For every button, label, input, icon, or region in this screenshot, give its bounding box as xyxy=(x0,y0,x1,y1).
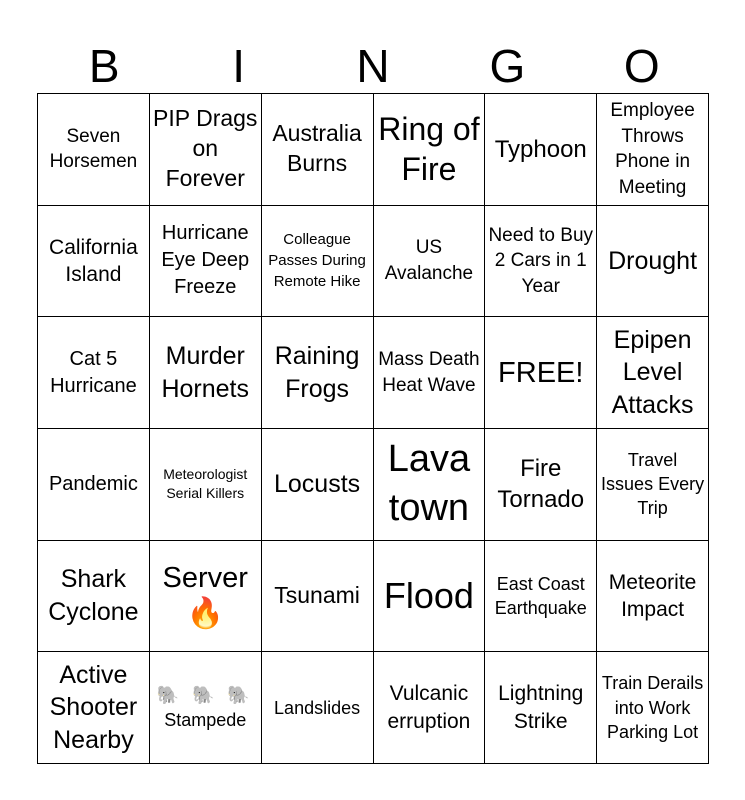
cell-label: Hurricane Eye Deep Freeze xyxy=(161,222,250,299)
bingo-cell[interactable] xyxy=(150,652,262,764)
bingo-cell[interactable] xyxy=(38,317,150,429)
elephant-icon: 🐘 🐘 🐘 xyxy=(156,684,254,705)
bingo-cell[interactable] xyxy=(262,652,374,764)
free-space-label: FREE! xyxy=(498,356,584,389)
bingo-cell[interactable] xyxy=(485,652,597,764)
cell-label: Lava town xyxy=(387,437,471,530)
bingo-cell[interactable] xyxy=(374,94,486,206)
bingo-cell[interactable] xyxy=(262,206,374,318)
cell-label: Employee Throws Phone in Meeting xyxy=(610,100,695,198)
bingo-cell[interactable] xyxy=(150,94,262,206)
bingo-cell[interactable] xyxy=(485,429,597,541)
header-letter-n: N xyxy=(356,39,390,92)
bingo-cell[interactable] xyxy=(38,206,150,318)
bingo-cell[interactable] xyxy=(262,429,374,541)
cell-label: Drought xyxy=(608,246,698,275)
bingo-cell[interactable] xyxy=(374,317,486,429)
bingo-cell[interactable] xyxy=(597,541,709,653)
free-space-cell[interactable] xyxy=(485,317,597,429)
cell-label: Ring of Fire xyxy=(378,111,480,188)
cell-label: Typhoon xyxy=(494,135,587,163)
header-letter-i: I xyxy=(232,39,245,92)
bingo-cell[interactable] xyxy=(150,317,262,429)
bingo-cell[interactable] xyxy=(38,541,150,653)
cell-label: Tsunami xyxy=(274,582,360,609)
cell-label: Flood xyxy=(383,575,474,617)
cell-label: Fire Tornado xyxy=(497,455,585,514)
bingo-cell[interactable] xyxy=(374,541,486,653)
cell-label: Vulcanic erruption xyxy=(387,682,471,733)
cell-label: Active Shooter Nearby xyxy=(49,660,138,754)
bingo-cell[interactable] xyxy=(597,94,709,206)
cell-label: Murder Hornets xyxy=(161,342,250,403)
cell-label: California Island xyxy=(49,235,138,286)
cell-label: Server xyxy=(162,561,248,594)
bingo-cell[interactable] xyxy=(485,94,597,206)
header-letter-b: B xyxy=(88,39,120,92)
bingo-cell[interactable] xyxy=(597,206,709,318)
cell-label: Travel Issues Every Trip xyxy=(601,449,705,519)
cell-label: Locusts xyxy=(273,470,361,499)
bingo-cell[interactable] xyxy=(150,429,262,541)
cell-label: Stampede xyxy=(164,710,247,731)
bingo-cell[interactable] xyxy=(38,429,150,541)
cell-label: Cat 5 Hurricane xyxy=(50,347,137,397)
cell-label: Australia Burns xyxy=(272,120,362,177)
cell-label: Seven Horsemen xyxy=(49,125,138,173)
bingo-cell[interactable] xyxy=(597,317,709,429)
header-letter-o: O xyxy=(623,39,660,92)
bingo-cell[interactable] xyxy=(374,206,486,318)
fire-icon: 🔥 xyxy=(186,597,224,631)
bingo-header xyxy=(37,38,709,93)
cell-label: Colleague Passes During Remote Hike xyxy=(268,231,366,291)
bingo-cell[interactable] xyxy=(150,541,262,653)
cell-label: Lightning Strike xyxy=(498,682,584,733)
cell-label: Raining Frogs xyxy=(274,342,360,403)
bingo-cell[interactable] xyxy=(597,429,709,541)
bingo-cell[interactable] xyxy=(485,206,597,318)
bingo-cell[interactable] xyxy=(38,652,150,764)
cell-label: Landslides xyxy=(274,697,361,718)
cell-label: Shark Cyclone xyxy=(48,565,139,626)
cell-label: Need to Buy 2 Cars in 1 Year xyxy=(488,224,594,297)
cell-label: Mass Death Heat Wave xyxy=(378,349,480,396)
bingo-cell[interactable] xyxy=(374,429,486,541)
bingo-cell[interactable] xyxy=(262,317,374,429)
header-letter-g: G xyxy=(489,39,526,92)
cell-label: Meteorite Impact xyxy=(608,570,697,621)
bingo-cell[interactable] xyxy=(485,541,597,653)
bingo-cell[interactable] xyxy=(262,94,374,206)
cell-label: Epipen Level Attacks xyxy=(611,325,694,419)
bingo-cell[interactable] xyxy=(150,206,262,318)
bingo-cell[interactable] xyxy=(597,652,709,764)
cell-label: Pandemic xyxy=(48,472,138,495)
bingo-cell[interactable] xyxy=(38,94,150,206)
bingo-cell[interactable] xyxy=(374,652,486,764)
cell-label: US Avalanche xyxy=(384,237,474,284)
cell-label: East Coast Earthquake xyxy=(494,573,587,618)
bingo-board xyxy=(37,93,709,764)
cell-label: PIP Drags on Forever xyxy=(153,105,258,192)
bingo-cell[interactable] xyxy=(262,541,374,653)
cell-label: Meteorologist Serial Killers xyxy=(163,466,248,502)
cell-label: Train Derails into Work Parking Lot xyxy=(601,673,704,742)
